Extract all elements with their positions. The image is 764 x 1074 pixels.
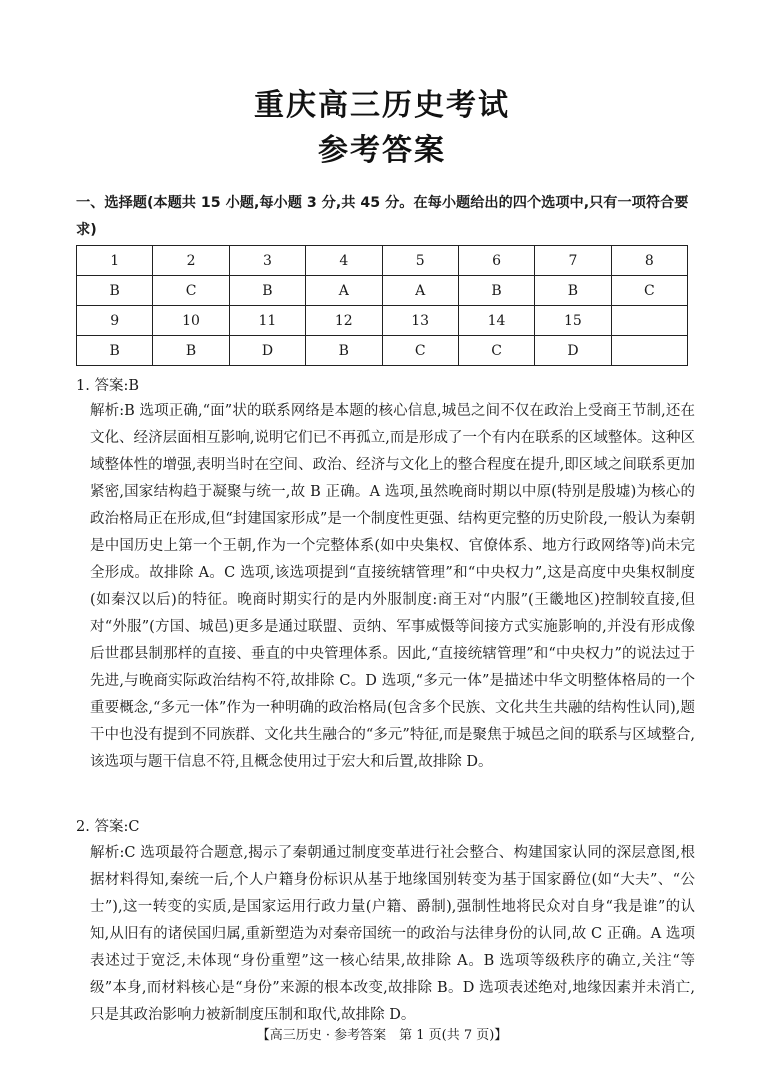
question-number-cell: 5 bbox=[382, 246, 458, 276]
answer-cell: C bbox=[611, 276, 687, 306]
question-number-cell: 6 bbox=[458, 246, 534, 276]
question-number-cell: 15 bbox=[535, 306, 611, 336]
question-1-explanation: 解析:B 选项正确,“面”状的联系网络是本题的核心信息,城邑之间不仅在政治上受商王节制,还在文化、经济层面相互影响,说明它们已不再孤立,而是形成了一个有内在联系的区域整体。这种区域整体性的增强,表明当时在空间、政治、经济与文化上的整合程度在提升,即区域之间联系更加紧密,国家结构趋于凝聚与统一,故 B 正确。A 选项,虽然晚商时期以中原(特别是殷墟)为核心的政治格局正在形成,但“封建国家形成”是一个制度性更强、结构更完整的历史阶段,一般认为秦朝是中国历史上第一个王朝,作为一个完整体系(如中央集权、官僚体系、地方行政网络等)尚未完全形成。故排除 A。C 选项,该选项提到“直接统辖管理”和“中央权力”,这是高度中央集权制度(如秦汉以后)的特征。晚商时期实行的是内外服制度:商王对“内服”(王畿地区)控制较直接,但对“外服”(方国、城邑)更多是通过联盟、贡纳、军事威慑等间接方式实施影响的,并没有形成像后世郡县制那样的直接、垂直的中央管理体系。因此,“直接统辖管理”和“中央权力”的说法过于先进,与晚商实际政治结构不符,故排除 C。D 选项,“多元一体”是描述中华文明整体格局的一个重要概念,“多元一体”作为一种明确的政治格局(包含多个民族、文化共生共融的结构性认同),题干中也没有提到不同族群、文化共生融合的“多元”特征,而是聚焦于城邑之间的联系与区域整合,该选项与题干信息不符,且概念使用过于宏大和后置,故排除 D。 bbox=[90, 403, 695, 770]
question-number-cell: 13 bbox=[382, 306, 458, 336]
answer-cell: B bbox=[229, 276, 305, 306]
answer-cell: D bbox=[535, 336, 611, 366]
table-row bbox=[77, 246, 688, 276]
answer-cell: B bbox=[153, 336, 229, 366]
page-footer: 【高三历史 · 参考答案 第 1 页(共 7 页)】 bbox=[256, 1028, 508, 1043]
question-number-cell: 8 bbox=[611, 246, 687, 276]
answer-cell: C bbox=[458, 336, 534, 366]
table-row bbox=[77, 336, 688, 366]
question-number-cell: 4 bbox=[306, 246, 382, 276]
answer-cell: D bbox=[229, 336, 305, 366]
question-number-cell: 1 bbox=[77, 246, 153, 276]
question-number-cell: 11 bbox=[229, 306, 305, 336]
answer-cell: C bbox=[382, 336, 458, 366]
section-heading: 一、选择题(本题共 15 小题,每小题 3 分,共 45 分。在每小题给出的四个选项中,只有一项符合要求) bbox=[76, 195, 689, 238]
answer-table bbox=[76, 245, 688, 366]
question-number-cell: 2 bbox=[153, 246, 229, 276]
empty-cell bbox=[611, 306, 687, 336]
answer-cell: B bbox=[77, 276, 153, 306]
answer-cell: A bbox=[306, 276, 382, 306]
question-number-cell: 9 bbox=[77, 306, 153, 336]
question-number-cell: 14 bbox=[458, 306, 534, 336]
answer-cell: B bbox=[306, 336, 382, 366]
question-number-cell: 7 bbox=[535, 246, 611, 276]
question-number-cell: 12 bbox=[306, 306, 382, 336]
question-2-explanation: 解析:C 选项最符合题意,揭示了秦朝通过制度变革进行社会整合、构建国家认同的深层意图,根据材料得知,秦统一后,个人户籍身份标识从基于地缘国别转变为基于国家爵位(如“大夫”、“公士”),这一转变的实质,是国家运用行政力量(户籍、爵制),强制性地将民众对自身“我是谁”的认知,从旧有的诸侯国归属,重新塑造为对秦帝国统一的政治与法律身份的认同,故 C 正确。A 选项表述过于宽泛,未体现“身份重塑”这一核心结果,故排除 A。B 选项等级秩序的确立,关注“等级”本身,而材料核心是“身份”来源的根本改变,故排除 B。D 选项表述绝对,地缘因素并未消亡,只是其政治影响力被新制度压制和取代,故排除 D。 bbox=[90, 845, 695, 1023]
answer-cell: C bbox=[153, 276, 229, 306]
table-row bbox=[77, 276, 688, 306]
question-number-cell: 10 bbox=[153, 306, 229, 336]
empty-cell bbox=[611, 336, 687, 366]
exam-subtitle: 参考答案 bbox=[318, 133, 446, 168]
answer-cell: B bbox=[458, 276, 534, 306]
question-number-cell: 3 bbox=[229, 246, 305, 276]
table-row bbox=[77, 306, 688, 336]
question-2-answer: 2. 答案:C bbox=[76, 819, 140, 835]
question-1-answer: 1. 答案:B bbox=[76, 378, 139, 394]
answer-cell: B bbox=[535, 276, 611, 306]
exam-title: 重庆高三历史考试 bbox=[254, 88, 510, 123]
answer-cell: A bbox=[382, 276, 458, 306]
answer-cell: B bbox=[77, 336, 153, 366]
